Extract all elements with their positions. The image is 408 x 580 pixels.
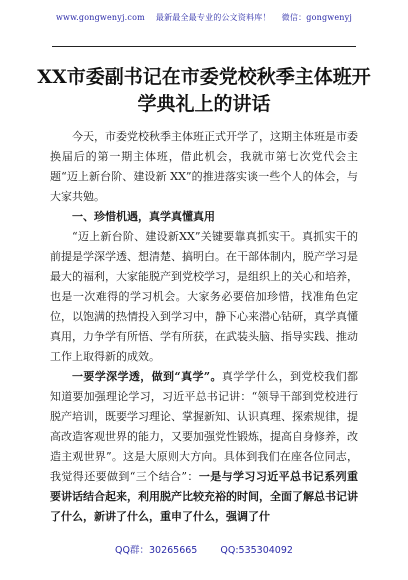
- section-heading: 一、珍惜机遇，真学真懂真用: [72, 210, 215, 223]
- header-site-link[interactable]: www.gongwenyj.com: [55, 13, 145, 22]
- paragraph-2: “迈上新台阶、建设新XX”关键要靠真抓实干。真抓实干的前提是学深学透、想清楚、搞明白。在干部体制内，脱产学习是最大的福利，大家能脱产到党校学习，是组织上的关心和培养，也是一次难得的学习机会。大家务必要倍加珍惜，找准角色定位，以饱满的热情投入到学习中，静下心来潜心钻研，真学真懂真用，力争学有所悟、学有所获，在武装头脑、指导实践、推动工作上取得新的成效。: [50, 230, 358, 363]
- paragraph-3: [50, 367, 358, 527]
- paragraph-3-lead: 一要学深学透，做到“真学”。: [72, 370, 222, 383]
- document-body: [50, 127, 358, 527]
- intro-paragraph: 今天，市委党校秋季主体班正式开学了，这期主体班是市委换届后的第一期主体班，借此机会，我就市第七次党代会主题“迈上新台阶、建设新 XX”的推进落实谈一些个人的体会，与大家共勉。: [50, 130, 358, 203]
- paragraph-3-point: 一是与学习习近平总书记系列重要讲话结合起来，利用脱产比较充裕的时间，全面了解总书记讲了什么，新讲了什么，重申了什么，强调了什: [50, 470, 359, 523]
- document-title: XX市委副书记在市委党校秋季主体班开学典礼上的讲话: [37, 66, 371, 115]
- page-footer: [0, 541, 408, 561]
- footer-qq: QQ:535304092: [220, 545, 293, 556]
- page-header: [0, 0, 408, 36]
- header-slogan: 最新最全最专业的公文资料库！: [155, 13, 271, 22]
- paragraph-3-text: 真学学什么，到党校我们都知道要加强理论学习，习近平总书记讲：“领导干部到党校进行脱产培训，既要学习理论、掌握新知、认识真理、探索规律，提高改造客观世界的能力，又要加强党性锻炼，提高自身修养，改造主观世界”。这是大原则大方向。具体到我们在座各位同志，我觉得还要做到“三个结合”：: [50, 370, 359, 483]
- header-divider: [52, 46, 356, 47]
- footer-qq-group: QQ群：30265665: [115, 545, 198, 556]
- header-wechat: 微信：gongwenyj: [281, 13, 353, 22]
